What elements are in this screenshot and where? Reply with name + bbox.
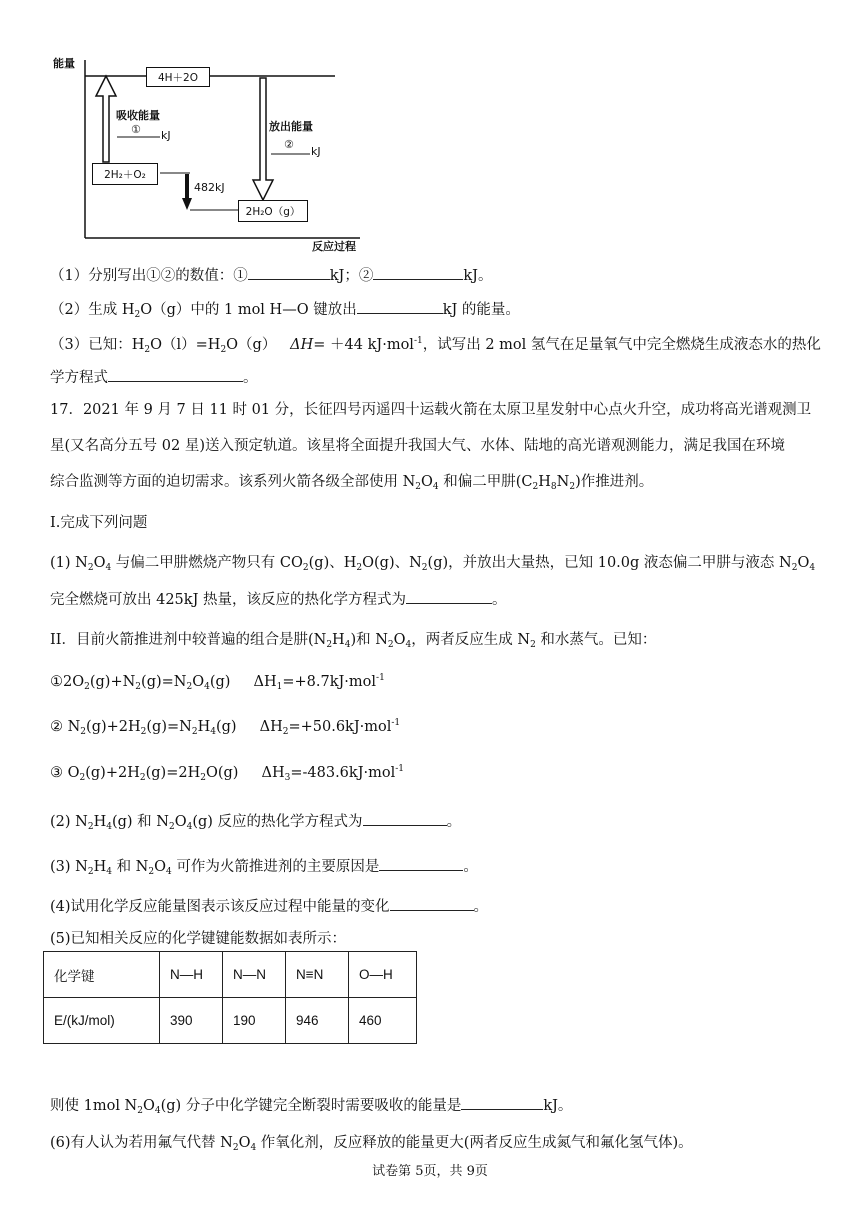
q17-2: (2) $N_2H_4(g)$ 和 $N_2O_4(g)$ 反应的热化学方程式为 。	[50, 810, 820, 832]
q16-part2: （2）生成 $H_2O(g)$中的 1 mol H—O 键放出 kJ 的能量。	[50, 298, 820, 320]
q17-1-line1: (1) $N_2O_4$ 与偏二甲肼燃烧产物只有 $CO_2(g)$、$H_2O(g)$、$N_2(g)$，并放出大量热，已知 10.0g 液态偏二甲肼与液态 $N_2O_4$	[50, 555, 816, 573]
delta-label: 482kJ	[194, 181, 225, 194]
q17-intro-line3: 综合监测等方面的迫切需求。该系列火箭各级全部使用 $N_2O_4$ 和偏二甲肼$(C_2H_8N_2)$作推进剂。	[50, 474, 654, 492]
diagram-x-axis-label: 反应过程	[312, 240, 356, 253]
q17-6: (6)有人认为若用氟气代替 $N_2O_4$ 作氧化剂，反应释放的能量更大(两者反应生成氮气和氟化氢气体)。	[50, 1135, 693, 1153]
page-footer: 试卷第 5页，共 9页	[372, 1164, 488, 1179]
energy-diagram	[0, 0, 400, 260]
table-cell: 946	[286, 998, 349, 1044]
section-1-heading: I.完成下列问题	[50, 515, 148, 531]
q16-part3-cont: 学方程式 。	[50, 366, 820, 387]
absorb-label: 吸收能量	[116, 109, 160, 122]
q17-5: (5)已知相关反应的化学键键能数据如表所示：	[50, 931, 347, 947]
table-cell: 460	[349, 998, 417, 1044]
box-reactants: 2H₂＋O₂	[92, 163, 158, 185]
equation-2: ② $N_2(g)+2H_2(g)=N_2H_4(g)$ $\Delta H_2=+50.6kJ\cdot mol^{-1}$	[50, 718, 401, 737]
table-header-cell: N—N	[223, 952, 286, 998]
q17-3: (3) $N_2H_4$ 和 $N_2O_4$ 可作为火箭推进剂的主要原因是 。	[50, 855, 820, 877]
table-cell: 190	[223, 998, 286, 1044]
box-atoms: 4H＋2O	[146, 67, 210, 87]
release-unit: kJ	[311, 145, 321, 158]
table-header-cell: 化学键	[44, 952, 160, 998]
q17-intro-line2: 星(又名高分五号 02 星)送入预定轨道。该星将全面提升我国大气、水体、陆地的高光谱观测能力，满足我国在环境	[50, 438, 785, 454]
equation-1: $①2O_2(g)+N_2(g)=N_2O_4(g)$ $\Delta H_1=+8.7kJ\cdot mol^{-1}$	[50, 673, 385, 692]
release-mark: ②	[284, 138, 294, 151]
q17-1-line2: 完全燃烧可放出 425kJ 热量，该反应的热化学方程式为 。	[50, 588, 820, 609]
table-row	[44, 998, 417, 1044]
equation-3: ③ $O_2(g)+2H_2(g)=2H_2O(g)$ $\Delta H_3=-483.6kJ\cdot mol^{-1}$	[50, 764, 405, 783]
absorb-unit: kJ	[161, 129, 171, 142]
table-header-cell: N≡N	[286, 952, 349, 998]
section-2-heading: II．目前火箭推进剂中较普遍的组合是肼$(N_2H_4)$和 $N_2O_4$，两者反应生成 $N_2$ 和水蒸气。已知：	[50, 632, 657, 650]
table-cell: 390	[160, 998, 223, 1044]
q16-part3: （3）已知：$H_2O(l)=H_2O(g)$ ΔH= ＋44 kJ·mol$^{-1}$，试写出 2 mol 氢气在足量氧气中完全燃烧生成液态水的热化	[50, 336, 821, 355]
box-product: 2H₂O（g）	[238, 200, 308, 222]
absorb-mark: ①	[131, 123, 141, 136]
bond-energy-table	[43, 951, 417, 1044]
table-header-cell: O—H	[349, 952, 417, 998]
table-row-label: E/(kJ/mol)	[44, 998, 160, 1044]
diagram-lines	[0, 0, 400, 260]
table-header-row	[44, 952, 417, 998]
q17-5-question: 则使 1mol $N_2O_4(g)$ 分子中化学键完全断裂时需要吸收的能量是 kJ。	[50, 1094, 820, 1116]
diagram-y-axis-label: 能量	[53, 57, 75, 70]
q17-4: (4)试用化学反应能量图表示该反应过程中能量的变化 。	[50, 895, 820, 916]
table-header-cell: N—H	[160, 952, 223, 998]
q17-intro-line1: 17．2021 年 9 月 7 日 11 时 01 分，长征四号丙遥四十运载火箭在太原卫星发射中心点火升空，成功将高光谱观测卫	[50, 402, 812, 418]
release-label: 放出能量	[269, 120, 313, 133]
q16-part1: （1）分别写出①②的数值：① kJ；② kJ。	[50, 264, 820, 285]
